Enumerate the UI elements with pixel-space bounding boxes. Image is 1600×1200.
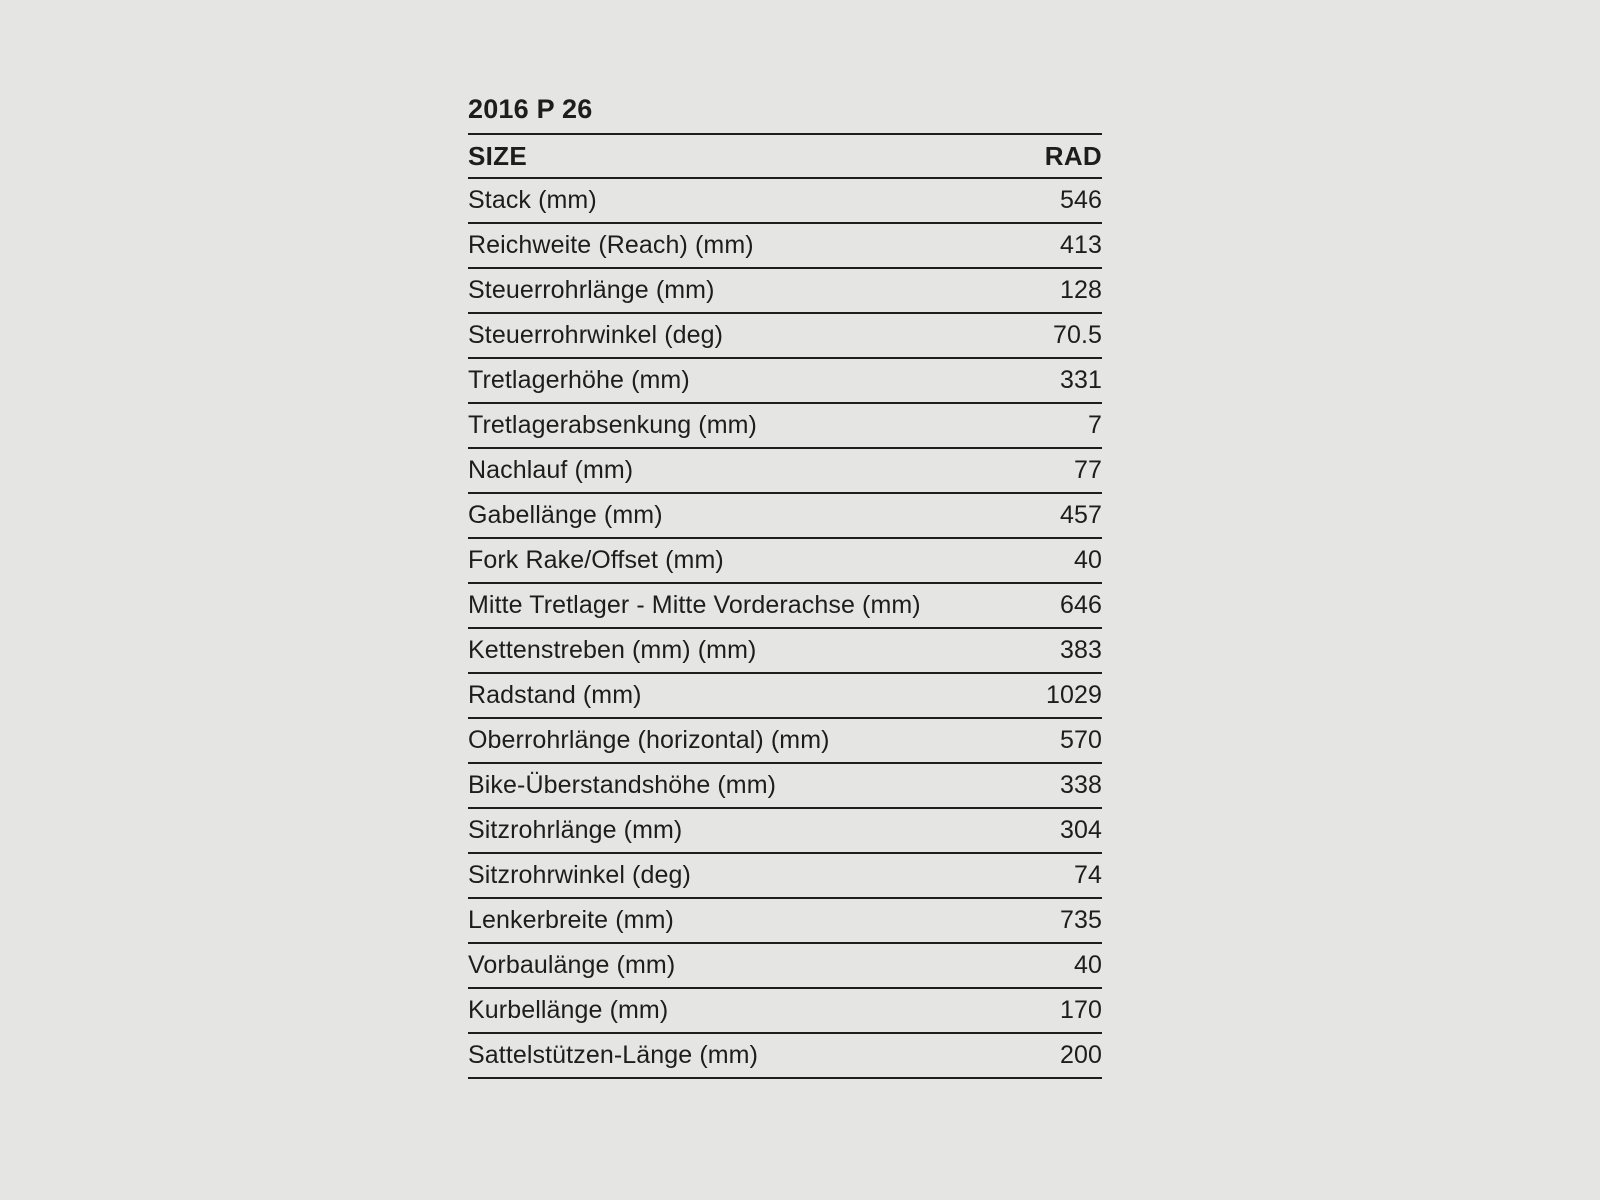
spec-value: 40 (1073, 951, 1102, 979)
table-row (468, 358, 1102, 403)
spec-label: Sitzrohrwinkel (deg) (468, 861, 691, 889)
table-row (468, 583, 1102, 628)
spec-value: 457 (1059, 501, 1102, 529)
spec-label: Kettenstreben (mm) (mm) (468, 636, 757, 664)
geometry-table (468, 133, 1102, 1079)
spec-value: 7 (1087, 411, 1102, 439)
spec-label: Tretlagerhöhe (mm) (468, 366, 690, 394)
spec-value: 74 (1073, 861, 1102, 889)
spec-label: Nachlauf (mm) (468, 456, 634, 484)
spec-value: 413 (1059, 231, 1102, 259)
spec-label: Radstand (mm) (468, 681, 642, 709)
spec-label: Sitzrohrlänge (mm) (468, 816, 683, 844)
spec-label: Oberrohrlänge (horizontal) (mm) (468, 726, 830, 754)
table-row (468, 853, 1102, 898)
spec-value: 77 (1073, 456, 1102, 484)
spec-value: 40 (1073, 546, 1102, 574)
table-row (468, 898, 1102, 943)
spec-sheet (468, 94, 1102, 1079)
spec-value: 170 (1059, 996, 1102, 1024)
spec-label: Lenkerbreite (mm) (468, 906, 674, 934)
table-row (468, 763, 1102, 808)
spec-label: Bike-Überstandshöhe (mm) (468, 771, 777, 799)
table-row (468, 1033, 1102, 1078)
spec-value: 70.5 (1052, 321, 1102, 349)
spec-label: Gabellänge (mm) (468, 501, 663, 529)
table-row (468, 223, 1102, 268)
table-row (468, 538, 1102, 583)
spec-value: 331 (1059, 366, 1102, 394)
table-row (468, 448, 1102, 493)
table-row (468, 268, 1102, 313)
table-row (468, 673, 1102, 718)
table-row (468, 943, 1102, 988)
spec-value: 570 (1059, 726, 1102, 754)
spec-label: Mitte Tretlager - Mitte Vorderachse (mm) (468, 591, 921, 619)
column-header-size: SIZE (468, 140, 527, 171)
spec-label: Kurbellänge (mm) (468, 996, 669, 1024)
spec-label: Stack (mm) (468, 186, 597, 214)
table-row (468, 718, 1102, 763)
table-row (468, 493, 1102, 538)
spec-value: 1029 (1045, 681, 1102, 709)
table-row (468, 988, 1102, 1033)
spec-label: Vorbaulänge (mm) (468, 951, 676, 979)
column-header-rad: RAD (1044, 140, 1102, 171)
spec-value: 128 (1059, 276, 1102, 304)
spec-label: Steuerrohrlänge (mm) (468, 276, 715, 304)
spec-value: 646 (1059, 591, 1102, 619)
table-row (468, 808, 1102, 853)
spec-label: Tretlagerabsenkung (mm) (468, 411, 757, 439)
spec-value: 338 (1059, 771, 1102, 799)
spec-value: 383 (1059, 636, 1102, 664)
spec-value: 200 (1059, 1041, 1102, 1069)
spec-value: 546 (1059, 186, 1102, 214)
table-header-row (468, 134, 1102, 178)
table-body (468, 178, 1102, 1078)
page-title: 2016 P 26 (468, 94, 593, 124)
table-row (468, 313, 1102, 358)
spec-label: Reichweite (Reach) (mm) (468, 231, 754, 259)
table-row (468, 403, 1102, 448)
spec-label: Steuerrohrwinkel (deg) (468, 321, 724, 349)
table-row (468, 628, 1102, 673)
spec-label: Fork Rake/Offset (mm) (468, 546, 724, 574)
spec-value: 735 (1059, 906, 1102, 934)
table-row (468, 178, 1102, 223)
spec-label: Sattelstützen-Länge (mm) (468, 1041, 759, 1069)
spec-value: 304 (1059, 816, 1102, 844)
